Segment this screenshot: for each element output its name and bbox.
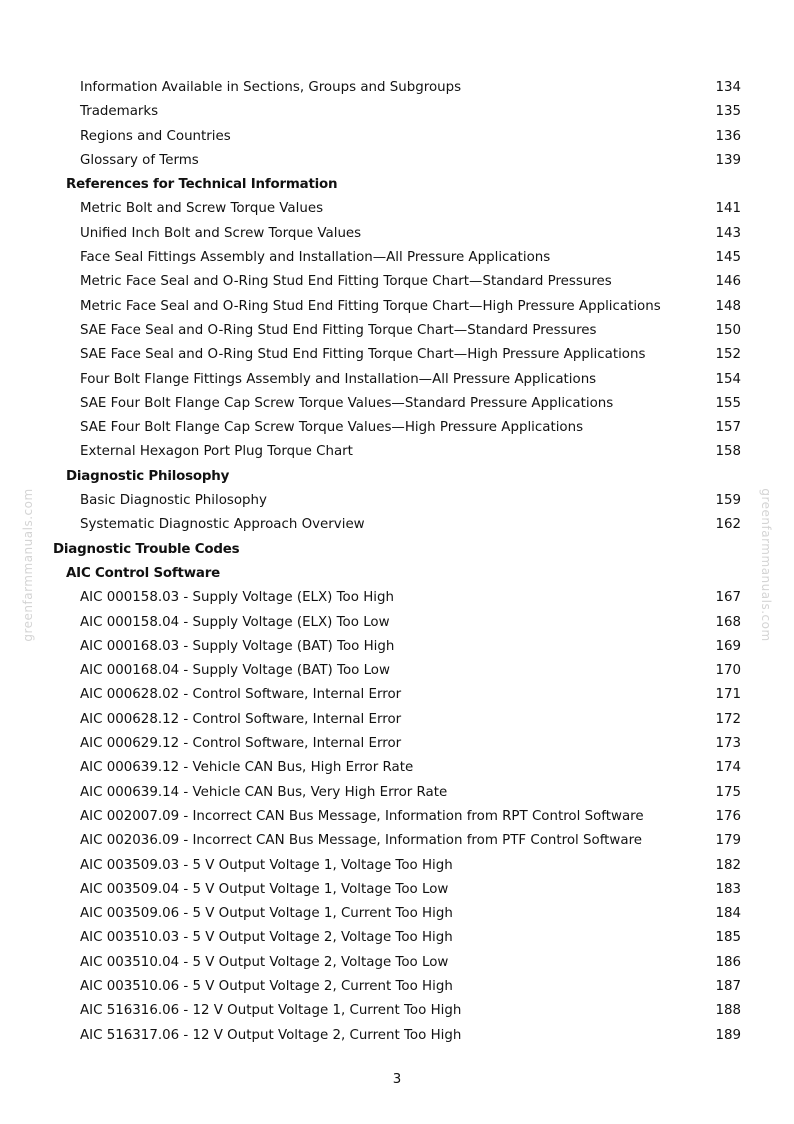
toc-entry-label: Trademarks: [80, 104, 159, 120]
toc-heading[interactable]: [0, 465, 794, 489]
toc-heading[interactable]: [0, 538, 794, 562]
toc-entry-label: AIC 003510.03 - 5 V Output Voltage 2, Voltage Too High: [80, 930, 453, 946]
toc-entry-page: 143: [715, 225, 741, 241]
toc-entry[interactable]: [0, 732, 794, 756]
toc-entry[interactable]: [0, 878, 794, 902]
toc-entry-label: AIC 000628.02 - Control Software, Internal Error: [80, 687, 402, 703]
toc-entry-page: 174: [715, 760, 741, 776]
toc-entry-label: AIC Control Software: [66, 565, 221, 581]
toc-entry-label: AIC 000629.12 - Control Software, Internal Error: [80, 736, 402, 752]
toc-entry-page: 159: [715, 493, 741, 509]
toc-entry[interactable]: [0, 392, 794, 416]
toc-heading[interactable]: [0, 173, 794, 197]
toc-entry-page: 172: [715, 711, 741, 727]
toc-entry[interactable]: [0, 270, 794, 294]
toc-entry[interactable]: [0, 708, 794, 732]
toc-entry-page: 158: [715, 444, 741, 460]
toc-entry-label: AIC 000628.12 - Control Software, Internal Error: [80, 711, 402, 727]
toc-entry-label: Unified Inch Bolt and Screw Torque Values: [80, 225, 362, 241]
toc-entry[interactable]: [0, 611, 794, 635]
toc-entry-label: AIC 000639.12 - Vehicle CAN Bus, High Error Rate: [80, 760, 414, 776]
toc-entry-label: AIC 003509.04 - 5 V Output Voltage 1, Voltage Too Low: [80, 881, 449, 897]
toc-entry[interactable]: [0, 100, 794, 124]
toc-entry-page: 175: [715, 784, 741, 800]
toc-entry-page: 157: [715, 420, 741, 436]
toc-entry-page: 145: [715, 250, 741, 266]
toc-entry-page: 173: [715, 736, 741, 752]
toc-entry[interactable]: [0, 1024, 794, 1048]
toc-entry-page: 187: [715, 978, 741, 994]
toc-entry[interactable]: [0, 343, 794, 367]
toc-entry[interactable]: [0, 416, 794, 440]
toc-entry[interactable]: [0, 197, 794, 221]
toc-entry-label: AIC 002007.09 - Incorrect CAN Bus Message, Information from RPT Control Software: [80, 808, 644, 824]
toc-entry-label: AIC 003509.03 - 5 V Output Voltage 1, Voltage Too High: [80, 857, 453, 873]
toc-entry-label: Diagnostic Trouble Codes: [53, 541, 240, 557]
toc-entry[interactable]: [0, 902, 794, 926]
toc-entry-page: 179: [715, 833, 741, 849]
toc-entry[interactable]: [0, 829, 794, 853]
toc-entry[interactable]: [0, 805, 794, 829]
toc-entry-label: AIC 516316.06 - 12 V Output Voltage 1, Current Too High: [80, 1003, 462, 1019]
toc-entry-page: 182: [715, 857, 741, 873]
toc-entry[interactable]: [0, 440, 794, 464]
toc-entry-page: 162: [715, 517, 741, 533]
toc-entry-page: 171: [715, 687, 741, 703]
toc-entry-label: AIC 000639.14 - Vehicle CAN Bus, Very High Error Rate: [80, 784, 448, 800]
toc-entry-label: SAE Four Bolt Flange Cap Screw Torque Values—High Pressure Applications: [80, 420, 584, 436]
toc-entry-page: 167: [715, 590, 741, 606]
toc-entry-page: 154: [715, 371, 741, 387]
toc-entry-label: SAE Four Bolt Flange Cap Screw Torque Values—Standard Pressure Applications: [80, 395, 614, 411]
toc-entry-page: 188: [715, 1003, 741, 1019]
toc-entry[interactable]: [0, 926, 794, 950]
toc-entry-label: Information Available in Sections, Groups and Subgroups: [80, 80, 462, 95]
toc-entry-label: Four Bolt Flange Fittings Assembly and Installation—All Pressure Applications: [80, 371, 597, 387]
watermark-right: greenfarmmanuals.com: [759, 488, 773, 642]
toc-entry[interactable]: [0, 319, 794, 343]
toc-entry-page: 169: [715, 638, 741, 654]
toc-entry[interactable]: [0, 513, 794, 537]
table-of-contents: [0, 76, 794, 1048]
toc-entry-page: 168: [715, 614, 741, 630]
toc-entry-page: 189: [715, 1027, 741, 1043]
toc-entry[interactable]: [0, 222, 794, 246]
toc-entry-label: External Hexagon Port Plug Torque Chart: [80, 444, 353, 460]
toc-entry-label: Glossary of Terms: [80, 152, 199, 168]
toc-entry-label: References for Technical Information: [66, 177, 338, 193]
toc-entry[interactable]: [0, 999, 794, 1023]
toc-entry-page: 170: [715, 663, 741, 679]
toc-entry-label: AIC 002036.09 - Incorrect CAN Bus Message, Information from PTF Control Software: [80, 833, 643, 849]
toc-entry-page: 134: [715, 80, 741, 95]
toc-entry-label: SAE Face Seal and O-Ring Stud End Fitting Torque Chart—Standard Pressures: [80, 322, 597, 338]
toc-entry-label: AIC 000158.03 - Supply Voltage (ELX) Too High: [80, 590, 394, 606]
watermark-left: greenfarmmanuals.com: [21, 488, 35, 642]
toc-entry-page: 176: [715, 808, 741, 824]
toc-entry[interactable]: [0, 659, 794, 683]
toc-entry[interactable]: [0, 951, 794, 975]
toc-entry-label: Systematic Diagnostic Approach Overview: [80, 517, 365, 533]
toc-entry-label: AIC 000168.03 - Supply Voltage (BAT) Too High: [80, 638, 395, 654]
toc-entry[interactable]: [0, 854, 794, 878]
toc-entry[interactable]: [0, 368, 794, 392]
toc-entry[interactable]: [0, 975, 794, 999]
toc-entry-page: 146: [715, 274, 741, 290]
toc-entry[interactable]: [0, 76, 794, 100]
toc-entry-page: 184: [715, 906, 741, 922]
toc-entry-label: AIC 003510.04 - 5 V Output Voltage 2, Voltage Too Low: [80, 954, 449, 970]
toc-entry-label: AIC 000158.04 - Supply Voltage (ELX) Too Low: [80, 614, 390, 630]
toc-entry-page: 183: [715, 881, 741, 897]
toc-entry-label: SAE Face Seal and O-Ring Stud End Fitting Torque Chart—High Pressure Applications: [80, 347, 646, 363]
toc-entry-page: 155: [715, 395, 741, 411]
toc-entry[interactable]: [0, 635, 794, 659]
toc-entry-label: AIC 000168.04 - Supply Voltage (BAT) Too Low: [80, 663, 390, 679]
toc-entry[interactable]: [0, 246, 794, 270]
toc-entry-label: AIC 003510.06 - 5 V Output Voltage 2, Current Too High: [80, 978, 453, 994]
toc-entry-page: 139: [715, 152, 741, 168]
toc-entry-page: 148: [715, 298, 741, 314]
page-number: 3: [392, 1072, 402, 1087]
toc-entry-page: 185: [715, 930, 741, 946]
toc-heading[interactable]: [0, 562, 794, 586]
toc-entry-page: 135: [715, 104, 741, 120]
toc-entry-page: 152: [715, 347, 741, 363]
toc-entry[interactable]: [0, 586, 794, 610]
toc-entry-label: Face Seal Fittings Assembly and Installation—All Pressure Applications: [80, 250, 551, 266]
toc-entry-label: AIC 003509.06 - 5 V Output Voltage 1, Current Too High: [80, 906, 453, 922]
toc-entry-label: Basic Diagnostic Philosophy: [80, 493, 267, 509]
toc-entry-page: 150: [715, 322, 741, 338]
toc-entry-label: Regions and Countries: [80, 128, 231, 144]
toc-entry-page: 141: [715, 201, 741, 217]
toc-entry[interactable]: [0, 683, 794, 707]
toc-entry[interactable]: [0, 125, 794, 149]
toc-entry[interactable]: [0, 489, 794, 513]
toc-entry[interactable]: [0, 781, 794, 805]
toc-entry-label: AIC 516317.06 - 12 V Output Voltage 2, Current Too High: [80, 1027, 462, 1043]
toc-entry[interactable]: [0, 149, 794, 173]
toc-entry-page: 186: [715, 954, 741, 970]
toc-entry[interactable]: [0, 756, 794, 780]
toc-entry-label: Metric Face Seal and O-Ring Stud End Fitting Torque Chart—Standard Pressures: [80, 274, 612, 290]
toc-entry-label: Diagnostic Philosophy: [66, 468, 230, 484]
toc-entry-label: Metric Face Seal and O-Ring Stud End Fitting Torque Chart—High Pressure Applications: [80, 298, 661, 314]
toc-entry-label: Metric Bolt and Screw Torque Values: [80, 201, 324, 217]
toc-entry-page: 136: [715, 128, 741, 144]
toc-entry[interactable]: [0, 295, 794, 319]
